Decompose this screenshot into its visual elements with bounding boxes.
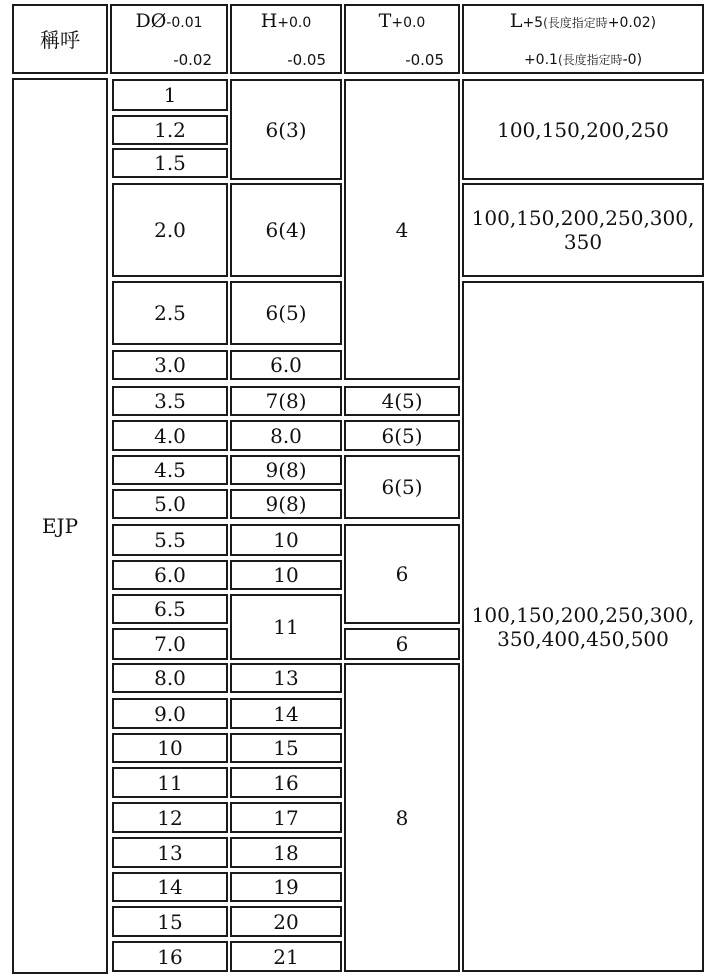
d-cell xyxy=(112,767,228,798)
d-value: 2.5 xyxy=(154,301,186,325)
d-value: 6.5 xyxy=(154,597,186,621)
d-cell xyxy=(112,560,228,590)
l-value: 100,150,200,250,300,350 xyxy=(471,206,695,254)
l-cell xyxy=(462,183,704,277)
d-cell xyxy=(112,115,228,145)
h-cell xyxy=(230,872,342,902)
d-cell xyxy=(112,837,228,868)
d-value: 2.0 xyxy=(154,218,186,242)
header-l-symbol: L xyxy=(509,10,523,32)
t-cell xyxy=(344,79,460,380)
group-name: EJP xyxy=(41,514,79,538)
h-cell xyxy=(230,420,342,451)
h-value: 17 xyxy=(273,805,299,830)
header-l-tol-plus: +5 xyxy=(522,15,544,31)
h-cell xyxy=(230,837,342,868)
header-h-tol-plus: +0.0 xyxy=(277,15,312,31)
d-cell xyxy=(112,281,228,345)
d-value: 5.0 xyxy=(154,492,186,516)
header-name-cell xyxy=(12,4,108,74)
h-value: 16 xyxy=(273,770,299,795)
header-d-top xyxy=(135,10,202,33)
d-value: 3.0 xyxy=(154,353,186,377)
h-value: 18 xyxy=(273,840,299,865)
d-cell xyxy=(112,148,228,178)
header-t-tol-plus: +0.0 xyxy=(391,15,426,31)
d-cell xyxy=(112,733,228,763)
d-value: 7.0 xyxy=(154,632,186,656)
t-cell xyxy=(344,663,460,972)
h-cell xyxy=(230,767,342,798)
header-l-top xyxy=(510,10,656,33)
h-cell xyxy=(230,663,342,693)
header-l-tol-minus: +0.1 xyxy=(523,52,558,69)
h-cell xyxy=(230,489,342,519)
h-value: 15 xyxy=(273,736,299,760)
header-d-symbol: DØ xyxy=(135,10,167,32)
t-cell xyxy=(344,420,460,451)
d-cell xyxy=(112,455,228,485)
header-t-symbol: T xyxy=(378,10,392,32)
d-value: 14 xyxy=(157,875,183,899)
t-cell xyxy=(344,524,460,624)
h-value: 14 xyxy=(273,701,299,726)
d-value: 1 xyxy=(163,83,177,107)
t-value: 4(5) xyxy=(381,389,423,413)
d-value: 3.5 xyxy=(154,389,186,413)
h-value: 21 xyxy=(273,944,299,969)
h-value: 6.0 xyxy=(270,353,302,377)
header-l-note-plus: (長度指定時 xyxy=(543,16,608,30)
header-h-tol-minus: -0.05 xyxy=(287,51,326,69)
d-cell xyxy=(112,386,228,416)
d-cell xyxy=(112,872,228,902)
header-d-cell xyxy=(110,4,228,74)
d-value: 15 xyxy=(157,909,183,934)
d-value: 4.5 xyxy=(154,458,186,482)
t-value: 4 xyxy=(395,217,409,242)
d-value: 8.0 xyxy=(154,666,186,690)
d-value: 1.2 xyxy=(154,118,186,142)
d-value: 6.0 xyxy=(154,563,186,587)
l-cell xyxy=(462,79,704,180)
h-cell xyxy=(230,733,342,763)
header-l-note-plus-val: +0.02) xyxy=(607,15,657,31)
h-cell xyxy=(230,698,342,729)
h-cell xyxy=(230,906,342,937)
d-value: 11 xyxy=(157,770,183,795)
h-cell xyxy=(230,386,342,416)
d-value: 9.0 xyxy=(154,701,186,726)
h-value: 7(8) xyxy=(265,389,307,413)
d-cell xyxy=(112,941,228,972)
h-value: 11 xyxy=(273,615,299,639)
t-cell xyxy=(344,386,460,416)
d-value: 1.5 xyxy=(154,151,186,175)
header-l-note-minus-val: -0) xyxy=(622,52,643,69)
header-d-tol-minus: -0.02 xyxy=(173,51,212,69)
header-l-note-minus: (長度指定時 xyxy=(557,53,623,68)
header-h-top xyxy=(261,10,312,33)
h-cell xyxy=(230,183,342,277)
t-value: 6 xyxy=(395,632,409,656)
h-value: 19 xyxy=(273,875,299,899)
d-value: 4.0 xyxy=(154,423,186,448)
d-cell xyxy=(112,420,228,451)
h-value: 13 xyxy=(273,666,299,690)
d-cell xyxy=(112,663,228,693)
h-value: 20 xyxy=(273,909,299,934)
group-name-cell xyxy=(12,78,108,974)
h-value: 10 xyxy=(273,528,299,552)
d-cell xyxy=(112,698,228,729)
h-cell xyxy=(230,350,342,380)
d-cell xyxy=(112,79,228,111)
t-value: 6(5) xyxy=(381,423,423,448)
h-value: 8.0 xyxy=(270,423,302,448)
d-value: 16 xyxy=(157,944,183,969)
header-h-symbol: H xyxy=(260,10,278,32)
h-value: 6(3) xyxy=(265,117,307,142)
t-value: 6 xyxy=(395,562,409,586)
d-cell xyxy=(112,183,228,277)
header-name: 稱呼 xyxy=(40,27,80,52)
d-cell xyxy=(112,802,228,833)
h-cell xyxy=(230,281,342,345)
header-l-cell xyxy=(462,4,704,74)
l-value: 100,150,200,250 xyxy=(497,117,669,142)
h-value: 9(8) xyxy=(265,492,307,516)
l-cell xyxy=(462,281,704,972)
d-cell xyxy=(112,350,228,380)
header-t-top xyxy=(379,10,426,33)
h-cell xyxy=(230,560,342,590)
h-cell xyxy=(230,941,342,972)
t-cell xyxy=(344,455,460,519)
h-value: 6(4) xyxy=(265,218,307,242)
h-cell xyxy=(230,594,342,660)
d-value: 5.5 xyxy=(154,528,186,552)
header-h-cell xyxy=(230,4,342,74)
header-d-tol-plus: -0.01 xyxy=(166,15,203,31)
d-value: 13 xyxy=(157,840,183,865)
d-cell xyxy=(112,628,228,660)
d-cell xyxy=(112,489,228,519)
h-cell xyxy=(230,802,342,833)
d-cell xyxy=(112,906,228,937)
h-value: 6(5) xyxy=(265,301,307,325)
d-value: 10 xyxy=(157,736,183,760)
h-cell xyxy=(230,79,342,180)
header-t-cell xyxy=(344,4,460,74)
t-value: 6(5) xyxy=(381,475,423,499)
h-value: 10 xyxy=(273,563,299,587)
d-cell xyxy=(112,594,228,624)
h-cell xyxy=(230,455,342,485)
t-value: 8 xyxy=(395,805,409,830)
header-t-tol-minus: -0.05 xyxy=(405,51,444,69)
h-value: 9(8) xyxy=(265,458,307,482)
header-l-bottom xyxy=(524,50,642,69)
h-cell xyxy=(230,524,342,556)
d-cell xyxy=(112,524,228,556)
d-value: 12 xyxy=(157,805,183,830)
l-value: 100,150,200,250,300,350,400,450,500 xyxy=(471,602,695,651)
t-cell xyxy=(344,628,460,660)
